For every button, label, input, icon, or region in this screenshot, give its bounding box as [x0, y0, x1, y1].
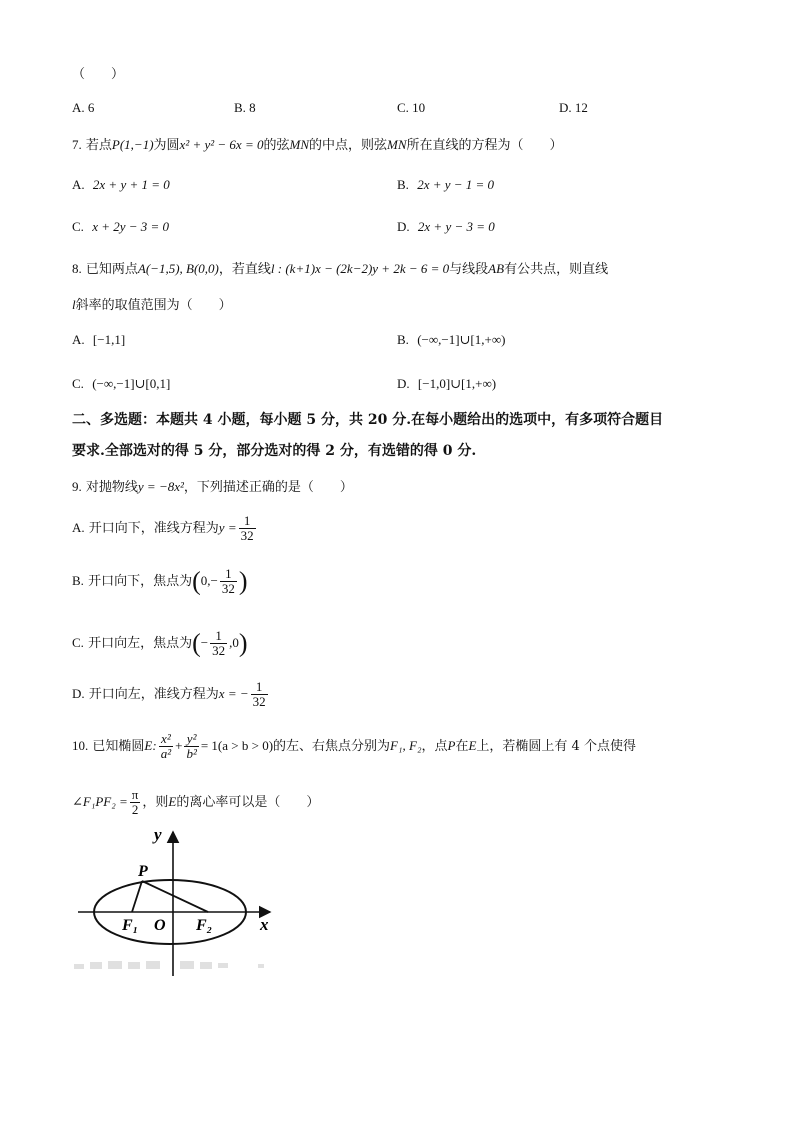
left-paren: ( — [192, 566, 201, 596]
q10-text-d: 在 — [455, 739, 469, 754]
q7-option-a-label: A. — [72, 177, 85, 192]
q7-option-d-eq: 2x + y − 3 = 0 — [417, 219, 495, 234]
y-axis-label: y — [154, 826, 162, 844]
segment-p-f2 — [142, 881, 208, 912]
q8-option-b — [397, 331, 505, 350]
q10-angle: ∠F₁PF₂ = — [72, 794, 128, 809]
q7-point: P(1,−1) — [111, 137, 154, 152]
q9-option-d — [72, 680, 270, 709]
q9-option-a — [72, 514, 258, 543]
q8-stem — [72, 260, 608, 279]
q10-stem — [72, 730, 636, 763]
q10-text-e: 上，若椭圆上有 4 个点使得 — [476, 739, 636, 754]
section2-heading-line2: 要求.全部选对的得 5 分，部分选对的得 2 分，有选错的得 0 分. — [72, 443, 477, 459]
q10-x-fraction — [159, 732, 173, 761]
q7-text-d: 的中点，则弦 — [309, 138, 388, 153]
right-paren: ) — [238, 628, 248, 658]
q7-text-c: 的弦 — [263, 138, 290, 153]
fraction-numerator: 1 — [220, 567, 237, 582]
q9-stem — [72, 478, 353, 497]
q8-option-d-range: [−1,0]∪[1,+∞) — [417, 376, 497, 391]
right-paren: ) — [238, 566, 248, 596]
q9-option-d-text: 开口向左，准线方程为 — [88, 687, 219, 702]
plus-sign: + — [175, 738, 183, 753]
q10-e2: E — [168, 794, 177, 809]
q9-option-c-label: C. — [72, 635, 84, 650]
fraction-numerator: y² — [184, 732, 198, 747]
q7-text-e: 所在直线的方程为（ ） — [406, 138, 563, 153]
fraction-denominator: 32 — [221, 581, 235, 596]
q7-text-a: 若点 — [85, 138, 112, 153]
fraction-denominator: 32 — [240, 528, 254, 543]
q9-text-a: 对抛物线 — [85, 480, 138, 495]
f2-label: F₂ — [196, 917, 213, 934]
q8-option-b-label: B. — [397, 332, 409, 347]
section2-heading-line1: 二、多选题：本题共 4 小题，每小题 5 分，共 20 分.在每小题给出的选项中，有多项符合题目 — [72, 412, 664, 428]
q7-option-a — [72, 176, 170, 195]
q8-text-a: 已知两点 — [85, 262, 138, 277]
q8-text-d: 有公共点，则直线 — [504, 262, 609, 277]
q7-option-c-label: C. — [72, 219, 84, 234]
fraction-denominator: 32 — [212, 643, 226, 658]
q7-option-d — [397, 218, 495, 237]
q10-y-fraction — [184, 732, 198, 761]
q7-circle: x² + y² − 6x = 0 — [179, 137, 264, 152]
f1-label: F₁ — [122, 917, 139, 934]
fraction-numerator: 1 — [239, 514, 256, 529]
q9-option-b-text: 开口向下，焦点为 — [88, 574, 193, 589]
q9-option-b-fraction — [220, 567, 237, 596]
fraction-numerator: x² — [159, 732, 173, 747]
fraction-numerator: 1 — [251, 680, 268, 695]
origin-label: O — [154, 917, 166, 934]
q9-option-b — [72, 566, 248, 597]
q8-line-var: l — [72, 297, 76, 312]
q8-option-a — [72, 331, 125, 350]
q9-number: 9. — [72, 479, 82, 494]
q10-text-c: ，点 — [421, 739, 448, 754]
q6-option-b: B. 8 — [234, 100, 256, 115]
q9-option-b-label: B. — [72, 573, 84, 588]
q9-option-a-text: 开口向下，准线方程为 — [88, 521, 219, 536]
q8-option-c — [72, 375, 170, 394]
q9-option-c — [72, 628, 248, 659]
q7-chord2: MN — [387, 137, 407, 152]
q9-option-b-pre: 0,− — [200, 573, 218, 588]
q7-option-b-label: B. — [397, 177, 409, 192]
q10-pi-fraction — [130, 788, 141, 817]
fraction-denominator: 32 — [252, 694, 266, 709]
q10-p: P — [447, 738, 456, 753]
q9-option-c-text: 开口向左，焦点为 — [88, 636, 193, 651]
q7-option-b-eq: 2x + y − 1 = 0 — [417, 177, 495, 192]
q10-number: 10. — [72, 738, 89, 753]
faded-watermark — [74, 961, 264, 969]
q8-text-c: 与线段 — [449, 262, 489, 277]
q7-option-b — [397, 176, 494, 195]
q8-text-b: ，若直线 — [218, 262, 271, 277]
q8-stem-line2 — [72, 296, 232, 315]
q9-option-a-fraction — [239, 514, 256, 543]
q8-line: l : (k+1)x − (2k−2)y + 2k − 6 = 0 — [270, 261, 450, 276]
q9-option-a-label: A. — [72, 520, 85, 535]
q7-text-b: 为圆 — [153, 138, 180, 153]
q10-text-g: 的离心率可以是（ ） — [176, 795, 320, 810]
q8-line2-text: 斜率的取值范围为（ ） — [75, 298, 232, 313]
q10-eq-tail: = 1(a > b > 0) — [200, 738, 274, 753]
q10-text-f: ，则 — [142, 795, 169, 810]
q6-paren: （ ） — [72, 67, 125, 82]
fraction-denominator: b² — [186, 746, 197, 761]
q9-option-c-post: ,0 — [229, 635, 239, 650]
q9-option-c-pre: − — [200, 635, 209, 650]
q7-chord: MN — [289, 137, 309, 152]
q7-option-c-eq: x + 2y − 3 = 0 — [92, 219, 170, 234]
point-p-label: P — [138, 863, 148, 880]
q9-option-c-fraction — [210, 629, 227, 658]
q10-ellipse-name: E: — [144, 738, 157, 753]
q10-text-b: 的左、右焦点分别为 — [273, 739, 391, 754]
q9-option-d-fraction — [251, 680, 268, 709]
q6-option-c: C. 10 — [397, 100, 426, 115]
q8-option-b-range: (−∞,−1]∪[1,+∞) — [417, 332, 506, 347]
q9-text-b: ，下列描述正确的是（ ） — [183, 480, 353, 495]
q8-points: A(−1,5), B(0,0) — [137, 261, 219, 276]
q9-parabola: y = −8x² — [137, 479, 184, 494]
q10-text-a: 已知椭圆 — [92, 739, 145, 754]
q7-stem — [72, 136, 563, 155]
q8-option-c-label: C. — [72, 376, 84, 391]
ellipse-figure — [72, 826, 282, 981]
q6-option-a: A. 6 — [72, 100, 95, 115]
fraction-denominator: 2 — [131, 802, 139, 817]
x-axis-label: x — [260, 915, 269, 934]
q7-number: 7. — [72, 137, 82, 152]
q8-option-c-range: (−∞,−1]∪[0,1] — [92, 376, 171, 391]
q7-option-c — [72, 218, 169, 237]
q10-e: E — [468, 738, 477, 753]
q8-number: 8. — [72, 261, 82, 276]
q10-foci: F₁, F₂ — [390, 738, 422, 753]
fraction-denominator: a² — [160, 746, 172, 761]
q8-option-a-label: A. — [72, 332, 85, 347]
q9-option-d-lhs: x = − — [218, 686, 249, 701]
q7-option-d-label: D. — [397, 219, 410, 234]
left-paren: ( — [192, 628, 201, 658]
q8-option-d — [397, 375, 496, 394]
q7-option-a-eq: 2x + y + 1 = 0 — [92, 177, 170, 192]
q8-option-a-range: [−1,1] — [92, 332, 126, 347]
fraction-numerator: π — [131, 787, 139, 802]
q6-option-d: D. 12 — [559, 100, 588, 115]
fraction-numerator: 1 — [210, 629, 227, 644]
q9-option-d-label: D. — [72, 686, 85, 701]
q8-option-d-label: D. — [397, 376, 410, 391]
q8-segment: AB — [488, 261, 505, 276]
q10-stem-line2 — [72, 786, 319, 819]
q9-option-a-lhs: y = — [218, 520, 237, 535]
segment-p-f1 — [132, 881, 142, 912]
